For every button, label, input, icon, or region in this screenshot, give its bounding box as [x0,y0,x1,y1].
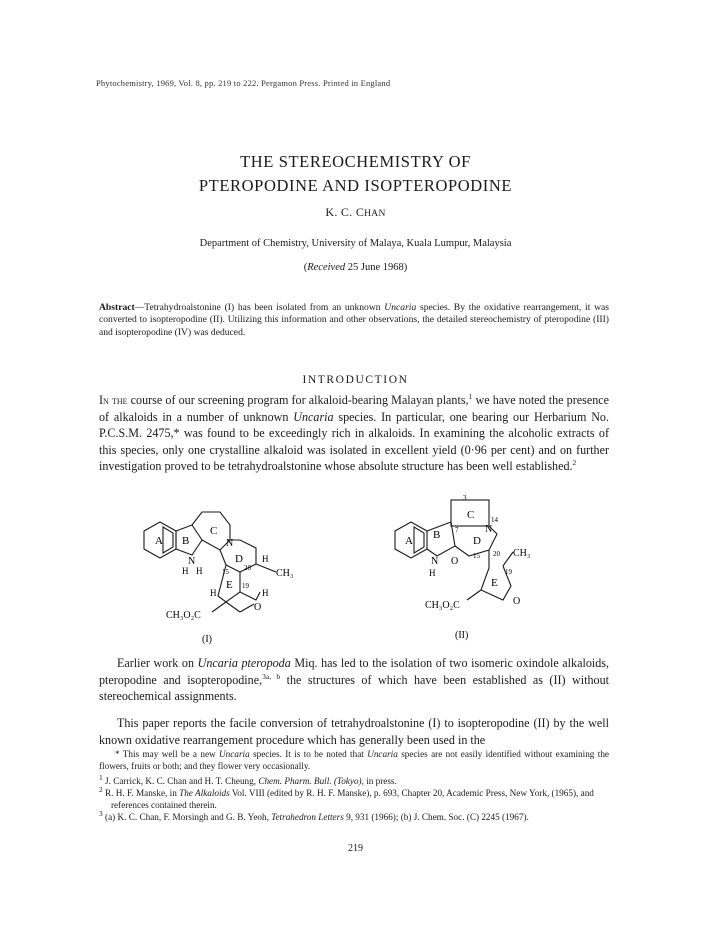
s2-bond-ch3 [503,552,513,566]
s2-num-20: 20 [493,550,500,558]
s1-atom-ester: CH₃O₂C [166,610,201,621]
s2-num-7: 7 [455,526,459,534]
para2-sup: 3a, b [262,671,281,681]
s1-label: (I) [202,634,212,645]
s2-bond-ester [467,590,481,600]
s2-num-14: 14 [491,516,498,524]
s1-atom-h3: H [262,554,269,564]
s1-atom-n-ring: N [188,556,196,567]
s1-ring-d-label: D [235,553,243,565]
affiliation: Department of Chemistry, University of Malaya, Kuala Lumpur, Malaysia [199,238,512,249]
received-date-text: 25 June 1968) [345,262,408,273]
received-prefix: ( [303,262,308,273]
s1-ring-e-label: E [226,579,233,591]
ref2-text: R. H. F. Manske, in [102,788,180,798]
reference-2 [99,784,609,811]
footnote-star [99,748,609,772]
s1-ring-a-inner [163,527,173,553]
reference-1 [99,772,609,787]
para1-t1: course of our screening program for alkaloid-bearing Malayan plants, [127,393,469,407]
s2-ring-b-label: B [433,529,441,541]
ref2-num: 2 [99,784,103,794]
footnote-t3: species are not easily identified without examining the flowers, fruits or both; and they flower very occasionally. [99,749,609,771]
s1-atom-h1: H [182,566,189,576]
structure-I [130,500,340,650]
s2-atom-n-ring: N [431,556,439,567]
structure-II [385,492,615,650]
s1-atom-o: O [254,602,262,613]
para1-t3: species. In particular, one bearing our Herbarium No. P.C.S.M. 2475,* was found to be exceedingly rich in alkaloids. In examining the alcoholic extracts of this species, only one crystalline alkaloid was isolated in excellent yield (0·96 per cent) and on further investigation proved to be tetrahydroalstonine whose absolute structure has been well established. [99,409,609,474]
s1-bond-o [240,604,254,612]
para1-sup1: 1 [468,391,473,401]
s1-atom-h4: H [210,588,217,598]
s2-num-15: 15 [473,552,480,560]
author-surname: HAN [364,209,386,219]
ref1-num: 1 [99,772,103,782]
para2-t1: Earlier work on [117,656,198,670]
ref1-text: J. Carrick, K. C. Chan and H. T. Cheung, [102,776,259,786]
s1-bond-ch3 [256,564,276,572]
intro-paragraph-2 [99,655,609,705]
s2-atom-n-top: N [485,524,493,535]
s2-ring-b [427,522,455,556]
para2-species: Uncaria pteropoda [197,656,291,670]
title-line-2: PTEROPODINE AND ISOPTEROPODINE [198,176,513,195]
s1-ring-a: A [155,535,163,547]
footnote-t1: * This may well be a new [115,749,220,759]
ref2-tail: Vol. VIII (edited by R. H. F. Manske), p. 693, Chapter 20, Academic Press, New York, (1965), and references contained therein. [111,788,594,810]
para1-genus: Uncaria [293,409,334,424]
footnote-genus: Uncaria [219,749,250,759]
title-line-1: THE STEREOCHEMISTRY OF [240,152,471,171]
s1-ring-e-right [240,592,260,600]
received-label: Received [307,262,346,273]
para1-t2: we have noted the presence of alkaloids in a number of unknown [99,393,609,424]
s2-label: (II) [455,630,469,641]
s1-ring-b-label: B [182,535,190,547]
s2-atom-o-lactam: O [451,556,459,567]
s2-ring-d-label: D [473,535,481,547]
para1-smallcaps: In the [99,393,128,407]
section-heading: INTRODUCTION [302,374,409,386]
s1-atom-h2: H [196,566,203,576]
s1-num-19: 19 [242,582,249,590]
abstract [99,302,609,339]
s1-num-15: 15 [222,568,229,576]
footnote-t2: species. It is to be noted that [249,749,368,759]
s2-atom-ester: CH₃O₂C [425,600,460,611]
s1-bond-ester [212,602,226,612]
s1-atom-ch3: CH₃ [276,568,294,579]
ref3-tail: 9, 931 (1966); (b) J. Chem. Soc. (C) 2245 (1967). [343,812,529,822]
ref2-italic: The Alkaloids [179,788,230,798]
abstract-text-a: —Tetrahydroalstonine (I) has been isolated from an unknown [134,302,385,313]
author [0,205,711,220]
ref3-text: (a) K. C. Chan, F. Morsingh and G. B. Yeoh, [102,812,272,822]
s2-atom-h: H [429,568,436,578]
s2-num-3: 3 [463,494,467,502]
reference-3 [99,808,609,823]
s2-ring-a-inner [414,527,424,553]
s2-atom-ch3: CH₃ [513,548,531,559]
para1-sup2: 2 [572,458,577,468]
s2-ring-c-label: C [467,509,475,521]
s1-num-20: 20 [244,564,251,572]
s1-atom-n-top: N [226,538,234,549]
s1-bond-enol [226,602,240,612]
para2-t2: Miq. has led to the isolation of two isomeric oxindole alkaloids, pteropodine and isopteropodine, [99,656,609,687]
ref3-num: 3 [99,808,103,818]
author-initials: K. C. C [325,205,365,219]
footnote-genus2: Uncaria [367,749,398,759]
para2-t3: the structures of which have been established as (II) without stereochemical assignments. [99,672,609,704]
ref1-tail: in press. [363,776,397,786]
ref3-italic: Tetrahedron Letters [271,812,344,822]
page-number: 219 [348,843,363,854]
abstract-genus: Uncaria [384,302,417,313]
received-date [0,262,711,273]
ref1-italic: Chem. Pharm. Bull. (Tokyo), [258,776,364,786]
s1-ring-c-label: C [210,525,218,537]
s1-atom-h5: H [262,588,269,598]
reference-list [99,772,609,823]
s2-num-19: 19 [505,568,512,576]
intro-paragraph-1 [99,392,609,475]
s2-ring-e-label: E [491,577,498,589]
s2-ring-a: A [405,535,413,547]
article-title [0,150,711,198]
abstract-label: Abstract [99,302,135,313]
s2-atom-o-ring: O [513,596,521,607]
abstract-text-b: species. By the oxidative rearrangement, it was converted to isopteropodine (II). Utilizing this information and other observations, the detailed stereochemistry of pteropodine (III) and isopteropodine (IV) was deduced. [99,302,609,338]
intro-paragraph-3: This paper reports the facile conversion of tetrahydroalstonine (I) to isopteropodine (II) by the well known oxidative rearrangement procedure which has generally been used in the [99,716,609,747]
running-head: Phytochemistry, 1969, Vol. 8, pp. 219 to 222. Pergamon Press. Printed in England [96,78,391,88]
